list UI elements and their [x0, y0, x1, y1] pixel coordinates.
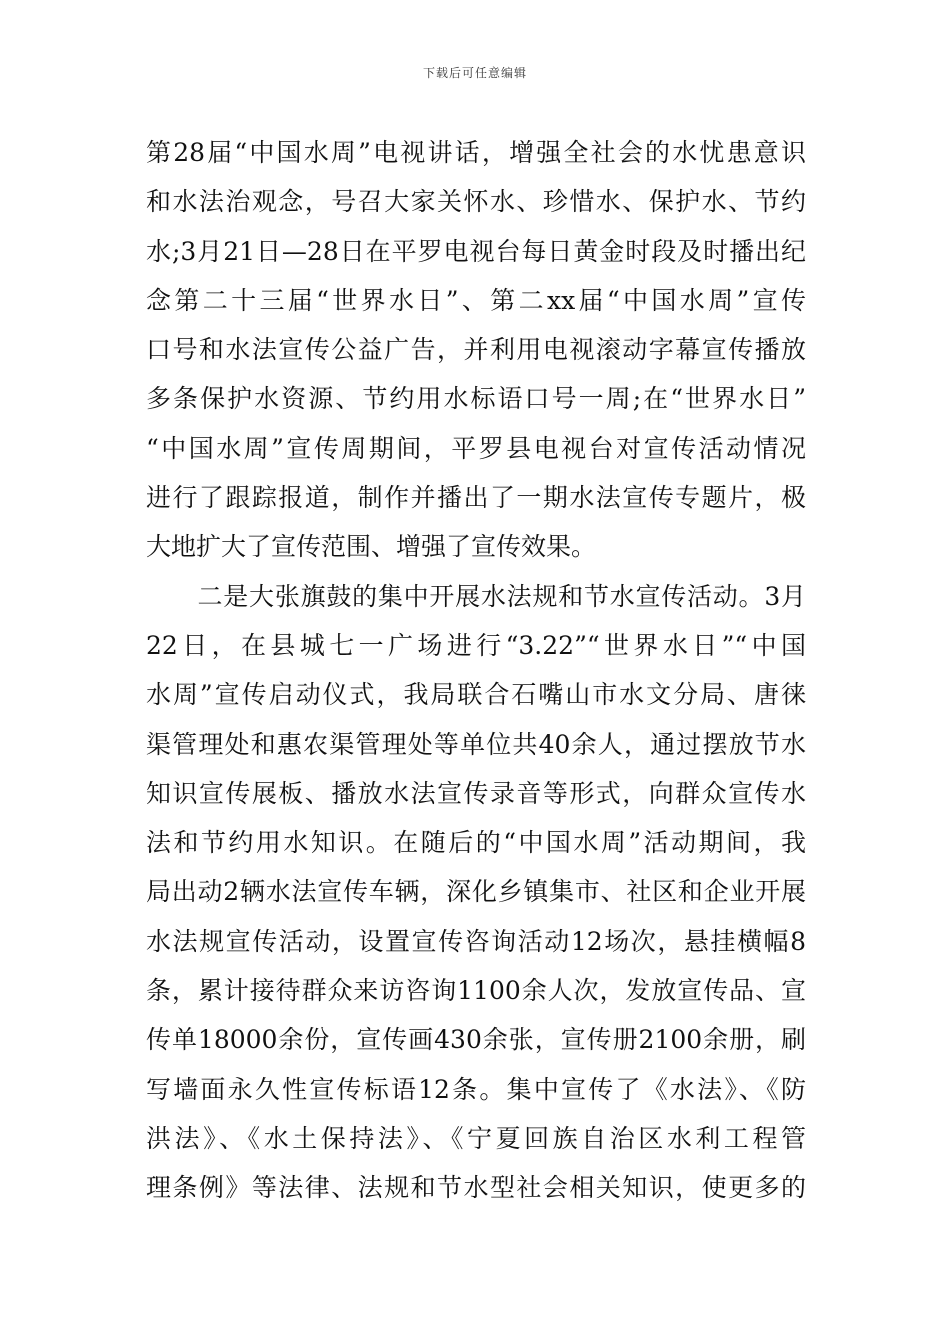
- text-line: 传单18000余份，宣传画430余张，宣传册2100余册，刷: [146, 1025, 806, 1055]
- text-line: 水法规宣传活动，设置宣传咨询活动12场次，悬挂横幅8: [146, 926, 806, 956]
- text-line: 二是大张旗鼓的集中开展水法规和节水宣传活动。3月: [146, 581, 806, 611]
- text-line: 大地扩大了宣传范围、增强了宣传效果。: [146, 532, 597, 562]
- text-line: 局出动2辆水法宣传车辆，深化乡镇集市、社区和企业开展: [146, 877, 806, 907]
- text-line: 水周”宣传启动仪式，我局联合石嘴山市水文分局、唐徕: [146, 680, 806, 710]
- text-line: 第28届“中国水周”电视讲话，增强全社会的水忧患意识: [146, 138, 806, 167]
- text-line: 渠管理处和惠农渠管理处等单位共40余人，通过摆放节水: [146, 729, 806, 759]
- text-line: 进行了跟踪报道，制作并播出了一期水法宣传专题片，极: [146, 483, 806, 513]
- document-body: [146, 128, 806, 1213]
- text-line: 理条例》等法律、法规和节水型社会相关知识，使更多的: [146, 1173, 806, 1203]
- text-line: 法和节约用水知识。在随后的“中国水周”活动期间，我: [146, 828, 806, 858]
- page-header: 下载后可任意编辑: [422, 66, 527, 80]
- text-line: 22日，在县城七一广场进行“3.22”“世界水日”“中国: [146, 630, 806, 660]
- text-line: 条，累计接待群众来访咨询1100余人次，发放宣传品、宣: [146, 976, 806, 1006]
- text-line: 写墙面永久性宣传标语12条。集中宣传了《水法》、《防: [146, 1074, 806, 1104]
- text-line: 知识宣传展板、播放水法宣传录音等形式，向群众宣传水: [146, 778, 806, 808]
- text-line: 多条保护水资源、节约用水标语口号一周;在“世界水日”: [146, 384, 806, 414]
- text-line: 洪法》、《水土保持法》、《宁夏回族自治区水利工程管: [146, 1123, 806, 1153]
- text-line: 和水法治观念，号召大家关怀水、珍惜水、保护水、节约: [146, 187, 806, 217]
- text-line: 口号和水法宣传公益广告，并利用电视滚动字幕宣传播放: [146, 335, 806, 365]
- text-line: “中国水周”宣传周期间，平罗县电视台对宣传活动情况: [146, 433, 806, 463]
- text-line: 念第二十三届“世界水日”、第二xx届“中国水周”宣传: [146, 285, 806, 315]
- text-line: 水;3月21日—28日在平罗电视台每日黄金时段及时播出纪: [146, 236, 806, 266]
